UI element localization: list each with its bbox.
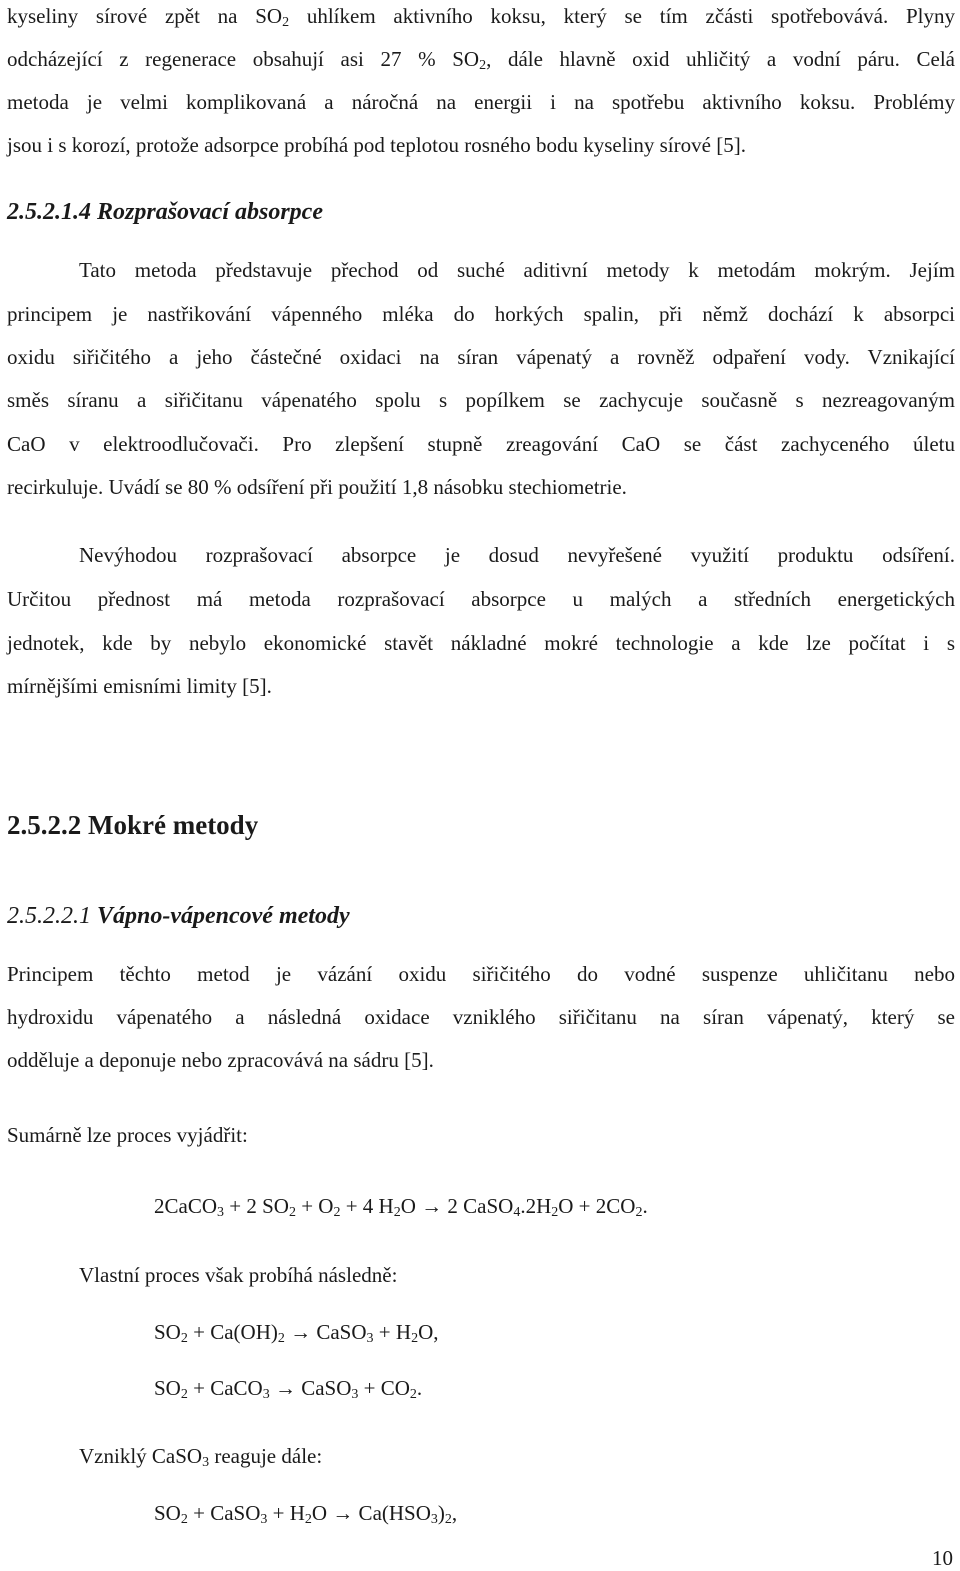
- heading-title: Vápno-vápencové metody: [91, 903, 350, 929]
- text-line: metoda je velmi komplikovaná a náročná na energii i na spotřebu aktivního koksu. Problémy: [7, 90, 955, 114]
- equation: $SO_2$ + CaCO$_3$ → CaSO$_3$ + $CO_2$.: [154, 1376, 423, 1402]
- text-line: oxidu siřičitého a jeho částečné oxidaci na síran vápenatý a rovněž odpaření vody. Vznikající: [7, 345, 955, 369]
- section-heading: 2.5.2.1.4 Rozprašovací absorpce: [7, 199, 323, 225]
- text-line: Vzniklý CaSO$_3$ reaguje dále:: [79, 1444, 323, 1470]
- equation: 2CaCO$_3$ + 2 $SO_2 + O_2 + 4$ $H_2O \to 2$ $CaSO_4.2H_2O + 2CO_2$.: [154, 1194, 648, 1220]
- subsection-heading: [7, 903, 350, 930]
- text-line: jsou i s korozí, protože adsorpce probíhá pod teplotou rosného bodu kyseliny sírové [5].: [7, 133, 746, 157]
- equation: $SO_2 + Ca(OH)_2$ → CaSO$_3$ + $H_2O$,: [154, 1320, 439, 1346]
- text-line: hydroxidu vápenatého a následná oxidace vzniklého siřičitanu na síran vápenatý, který se: [7, 1005, 955, 1029]
- text-line: kyseliny sírové zpět na $SO_2$ uhlíkem aktivního koksu, který se tím zčásti spotřebovává. Plyny: [7, 4, 956, 30]
- equation: $SO_2$ + CaSO$_3$ + $H_2O \to Ca(HSO_3)_2$,: [154, 1501, 458, 1527]
- text-line: odděluje a deponuje nebo zpracovává na sádru [5].: [7, 1048, 434, 1072]
- text-line: jednotek, kde by nebylo ekonomické stavět nákladné mokré technologie a kde lze počítat i s: [7, 631, 955, 655]
- text-line: odcházející z regenerace obsahují asi 27 % $SO_2$, dále hlavně oxid uhličitý a vodní páru. Celá: [7, 47, 956, 73]
- text-line: mírnějšími emisními limity [5].: [7, 674, 272, 698]
- text-line: Vlastní proces však probíhá následně:: [79, 1263, 398, 1287]
- text-line: Sumárně lze proces vyjádřit:: [7, 1123, 248, 1147]
- text-line: Tato metoda představuje přechod od suché aditivní metody k metodám mokrým. Jejím: [79, 258, 955, 282]
- heading-number: 2.5.2.2.1: [7, 903, 91, 929]
- text-line: směs síranu a siřičitanu vápenatého spolu s popílkem se zachycuje současně s nezreagovaným: [7, 388, 955, 412]
- text-line: Nevýhodou rozprašovací absorpce je dosud nevyřešené využití produktu odsíření.: [79, 543, 955, 567]
- text-line: CaO v elektroodlučovači. Pro zlepšení stupně zreagování CaO se část zachyceného úletu: [7, 432, 955, 456]
- page-number: 10: [932, 1546, 953, 1570]
- section-heading: 2.5.2.2 Mokré metody: [7, 810, 259, 840]
- text-line: Určitou přednost má metoda rozprašovací absorpce u malých a středních energetických: [7, 587, 955, 611]
- text-line: Principem těchto metod je vázání oxidu siřičitého do vodné suspenze uhličitanu nebo: [7, 962, 955, 986]
- text-line: principem je nastřikování vápenného mléka do horkých spalin, při němž dochází k absorpci: [7, 302, 955, 326]
- text-line: recirkuluje. Uvádí se 80 % odsíření při použití 1,8 násobku stechiometrie.: [7, 475, 627, 499]
